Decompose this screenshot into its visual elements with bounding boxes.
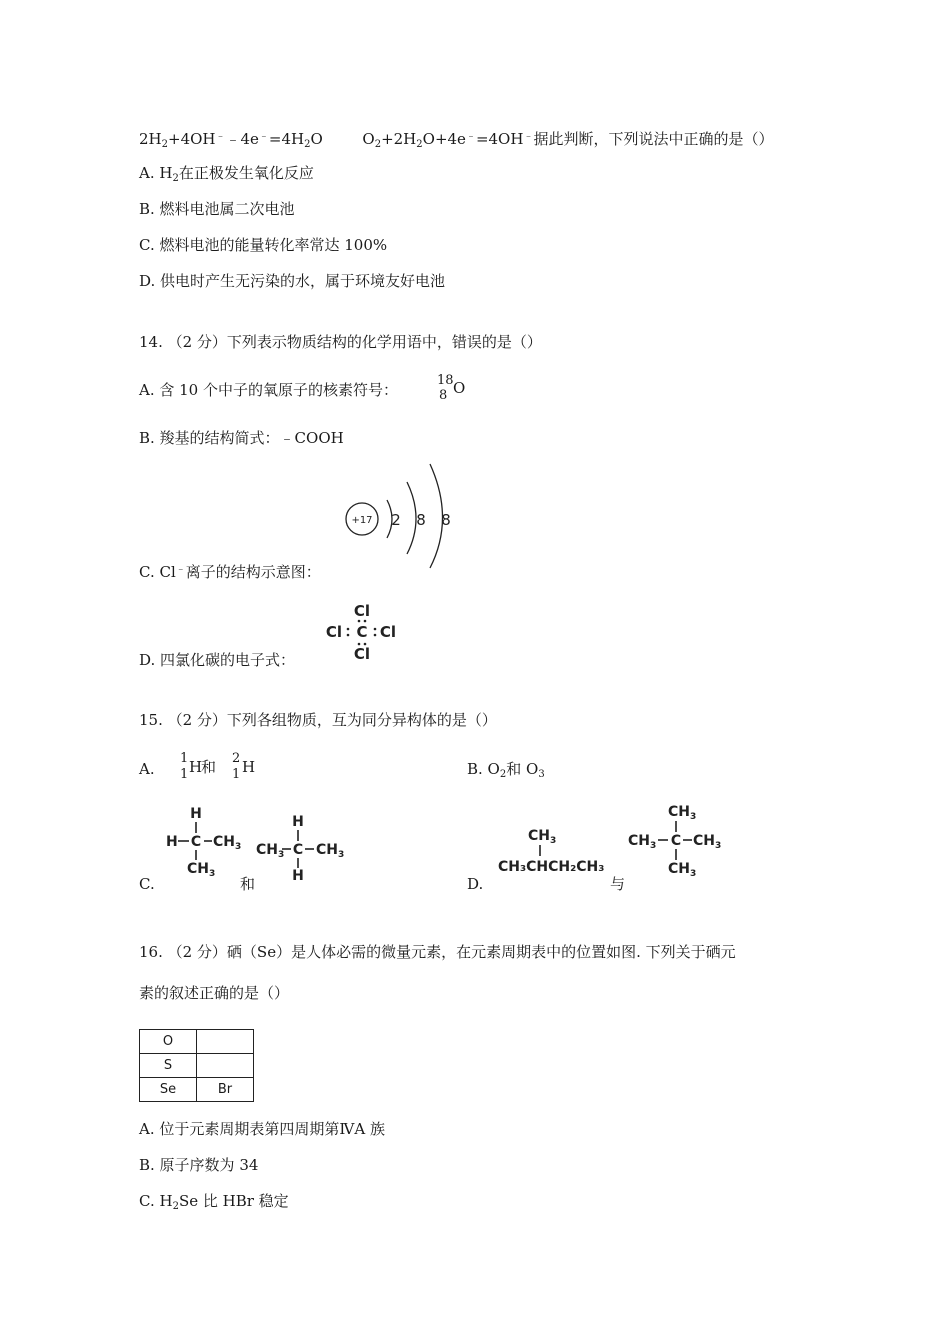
- q15-d-structure-2: [626, 800, 726, 882]
- q15-stem: 15. （2 分）下列各组物质，互为同分异构体的是（）: [139, 711, 497, 729]
- q14-stem: 14. （2 分）下列表示物质结构的化学用语中，错误的是（）: [139, 333, 542, 351]
- ccl4-top-cl: Cl: [353, 602, 371, 620]
- q15-c-structure-1: [160, 800, 242, 880]
- q15-option-d-label: D.: [467, 875, 484, 893]
- table-row: [140, 1078, 254, 1102]
- q13-option-d: D. 供电时产生无污染的水，属于环境友好电池: [139, 272, 446, 290]
- table-cell: Br: [197, 1078, 254, 1102]
- q15-option-d-and: 与: [610, 875, 626, 893]
- table-cell: O: [140, 1030, 197, 1054]
- q16-stem-line-2: 素的叙述正确的是（）: [139, 984, 290, 1002]
- svg-text:CH₃CHCH₂CH₃: CH₃CHCH₂CH₃: [498, 859, 605, 875]
- q15-option-b: B. $O_2$和 $O_3$: [467, 760, 545, 780]
- svg-text:H: H: [190, 806, 202, 822]
- svg-text:CH3: $CH_3$: [213, 834, 242, 852]
- table-row: [140, 1054, 254, 1078]
- svg-text:CH3: $CH_3$: [187, 861, 216, 879]
- svg-text:CH3: $CH_3$: [528, 828, 557, 846]
- q14-option-b: B. 羧基的结构简式：﹣COOH: [139, 429, 344, 447]
- table-cell: Se: [140, 1078, 197, 1102]
- table-cell: [197, 1054, 254, 1078]
- ccl4-right-cl: Cl: [379, 623, 397, 641]
- svg-text:H: H: [292, 814, 304, 830]
- q14-option-a: A. 含 10 个中子的氧原子的核素符号：: [139, 381, 398, 399]
- svg-text:CH3: $CH_3$: [668, 804, 697, 822]
- shell-arc-2: [407, 482, 416, 554]
- shell-electrons-1: 2: [391, 511, 401, 529]
- ccl4-center-c: C: [356, 623, 368, 641]
- table-row: [140, 1030, 254, 1054]
- q14-option-c: C. Cl﹣离子的结构示意图：: [139, 563, 321, 581]
- shell-electrons-2: 8: [416, 511, 426, 529]
- q15-option-c-label: C.: [139, 875, 155, 893]
- q16-option-c: C. $H_2Se$ 比 HBr 稳定: [139, 1192, 289, 1212]
- table-cell: S: [140, 1054, 197, 1078]
- q16-stem-line-1: 16. （2 分）硒（Se）是人体必需的微量元素，在元素周期表中的位置如图. 下列关于硒元: [139, 943, 736, 961]
- q15-d-structure-1: [496, 822, 616, 880]
- q16-option-b: B. 原子序数为 34: [139, 1156, 259, 1174]
- svg-text:C: C: [292, 842, 304, 858]
- svg-text:CH3: $CH_3$: [668, 861, 697, 879]
- eq2: $O_2+2H_2O+4e^﹣=4OH^﹣$: [362, 130, 534, 150]
- q15-option-a-isotopes: 1 1 H 和 2 1 H: [180, 751, 256, 782]
- ccl4-electron-formula: [322, 602, 402, 662]
- q15-option-a: A.: [139, 760, 155, 778]
- ccl4-bottom-cl: Cl: [353, 645, 371, 662]
- svg-text:C: C: [190, 834, 202, 850]
- svg-text:CH3: $CH_3$: [316, 842, 345, 860]
- q15-option-c-and: 和: [240, 875, 256, 893]
- q13-option-c: C. 燃料电池的能量转化率常达 100%: [139, 236, 388, 254]
- q14-option-d: D. 四氯化碳的电子式：: [139, 651, 296, 669]
- svg-text:H: H: [292, 868, 304, 882]
- nucleus-charge: +17: [351, 515, 373, 526]
- svg-text:H: H: [166, 834, 178, 850]
- oxygen-18-isotope-symbol: 18 8 O: [437, 373, 466, 403]
- periodic-table-fragment: [139, 1029, 254, 1102]
- svg-text:CH3: $CH_3$: [628, 833, 657, 851]
- table-cell: [197, 1030, 254, 1054]
- svg-text:CH3: $CH_3$: [693, 833, 722, 851]
- q13-option-a: A. $H_2$在正极发生氧化反应: [139, 164, 314, 184]
- chloride-ion-structure-diagram: [335, 460, 465, 570]
- shell-electrons-3: 8: [441, 511, 451, 529]
- q16-option-a: A. 位于元素周期表第四周期第ⅣA 族: [139, 1120, 385, 1138]
- q13-option-b: B. 燃料电池属二次电池: [139, 200, 295, 218]
- ccl4-left-cl: Cl: [325, 623, 343, 641]
- q13-question-tail: 据此判断，下列说法中正确的是（）: [533, 130, 774, 148]
- q15-c-structure-2: [254, 812, 350, 882]
- electrode-equations: [139, 127, 773, 155]
- svg-text:CH3: $CH_3$: [256, 842, 285, 860]
- svg-text:C: C: [670, 833, 682, 849]
- eq1: $2H_2+4OH^﹣﹣4e^﹣=4H_2O$: [139, 130, 323, 150]
